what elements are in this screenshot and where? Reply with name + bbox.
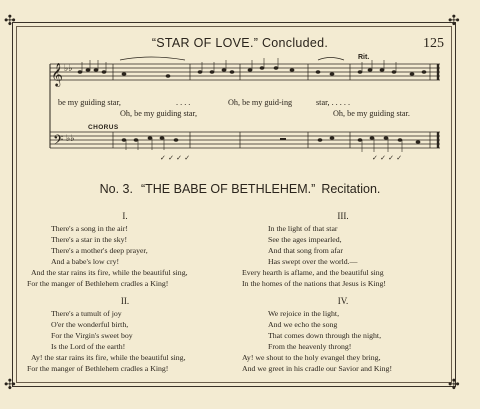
svg-text:𝄞: 𝄞: [51, 62, 63, 86]
lyric-text: be my guiding star,: [58, 98, 121, 107]
verse-line: And we greet in his cradle our Savior and King!: [242, 364, 393, 373]
section-title: “THE BABE OF BETHLEHEM.”: [140, 182, 316, 196]
lyric-text: Oh, be my guid-ing: [228, 98, 293, 107]
verse-line: That comes down through the night,: [268, 331, 382, 340]
section-number: No. 3.: [99, 182, 133, 196]
verse-line: From the heavenly throng!: [268, 342, 352, 351]
lyric-text: Oh, be my guiding star,: [120, 109, 197, 118]
verse-line: There's a mother's deep prayer,: [51, 246, 148, 255]
verse-line: In the light of that star: [268, 224, 338, 233]
verse-numeral: II.: [120, 296, 130, 306]
verse-line: There's a song in the air!: [51, 224, 128, 233]
chorus-marking: CHORUS: [88, 124, 119, 131]
verse-line: We rejoice in the light,: [268, 309, 340, 318]
lyric-text: Oh, be my guiding star.: [333, 109, 410, 118]
verse-numeral: III.: [337, 211, 349, 221]
verse-line: For the manger of Bethlehem cradles a King!: [27, 364, 169, 373]
corner-ornament-icon: ✣: [4, 13, 16, 29]
running-header-title: “STAR OF LOVE.” Concluded.: [151, 36, 329, 50]
corner-ornament-icon: ✣: [448, 377, 460, 393]
verse-line: Every hearth is aflame, and the beautiful sing: [242, 268, 384, 277]
verse-line: There's a star in the sky!: [51, 235, 128, 244]
verse-line: In the homes of the nations that Jesus is King!: [242, 279, 387, 288]
verse-line: And the star rains its fire, while the beautiful sing,: [31, 268, 188, 277]
verse-numeral: I.: [122, 211, 128, 221]
corner-ornament-icon: ✣: [448, 13, 460, 29]
verse-line: For the manger of Bethlehem cradles a King!: [27, 279, 169, 288]
verse-line: And we echo the song: [268, 320, 338, 329]
verse-line: There's a tumult of joy: [51, 309, 122, 318]
verse-numeral: IV.: [337, 296, 349, 306]
section-heading: [0, 182, 480, 196]
svg-text:♭♭: ♭♭: [66, 134, 75, 144]
svg-text:✓ ✓ ✓ ✓: ✓ ✓ ✓ ✓: [160, 154, 191, 162]
svg-text:♭♭: ♭♭: [64, 64, 73, 74]
verse-line: See the ages impearled,: [268, 235, 342, 244]
verse-line: O'er the wonderful birth,: [51, 320, 129, 329]
verse-line: And a babe's low cry!: [51, 257, 120, 266]
verse-line: And that song from afar: [268, 246, 343, 255]
lyric-text: . . . .: [176, 98, 191, 107]
verse-line: Ay! the star rains its fire, while the beautiful sing,: [31, 353, 186, 362]
verse-line: For the Virgin's sweet boy: [51, 331, 133, 340]
svg-text:𝄢: 𝄢: [53, 132, 64, 151]
section-subtitle: Recitation.: [321, 182, 381, 196]
page-number: 125: [423, 36, 444, 51]
verse-line: Ay! we shout to the holy evangel they bring,: [242, 353, 381, 362]
svg-text:✓ ✓ ✓ ✓: ✓ ✓ ✓ ✓: [372, 154, 403, 162]
verse-line: Has swept over the world.—: [268, 257, 358, 266]
verse-line: Is the Lord of the earth!: [51, 342, 126, 351]
lyric-text: star, . . . . .: [316, 98, 351, 107]
corner-ornament-icon: ✣: [4, 377, 16, 393]
ritardando-marking: Rit.: [358, 54, 370, 61]
